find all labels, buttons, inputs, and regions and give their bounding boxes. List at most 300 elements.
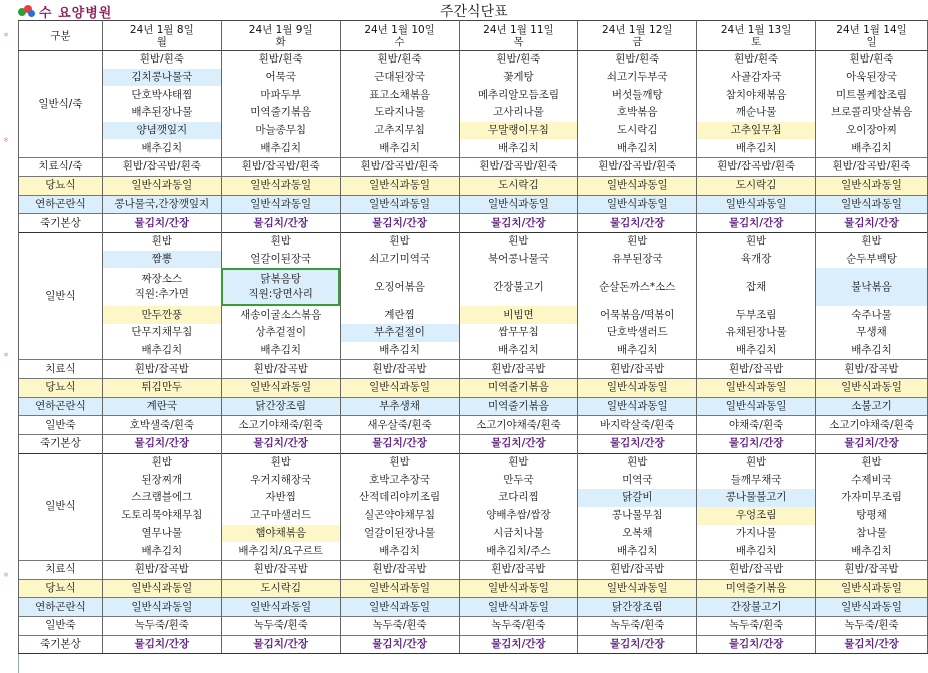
menu-cell[interactable]: 배추김치/요구르트: [221, 542, 340, 560]
breakfast-main-row: [19, 86, 928, 104]
menu-cell[interactable]: 오징어볶음: [340, 268, 459, 306]
menu-cell[interactable]: 가자미무조림: [816, 489, 928, 507]
day-header[interactable]: [221, 21, 340, 51]
day-header[interactable]: [578, 21, 697, 51]
menu-cell[interactable]: 배추김치: [221, 139, 340, 157]
menu-cell[interactable]: 두부조림: [697, 306, 816, 324]
menu-cell[interactable]: 상추겉절이: [221, 324, 340, 342]
menu-cell[interactable]: 햄야채볶음: [221, 525, 340, 543]
menu-cell[interactable]: 흰밥/흰죽: [221, 51, 340, 69]
diet-cell[interactable]: 일반식과동일: [816, 195, 928, 214]
menu-cell[interactable]: 도시락김: [578, 122, 697, 140]
diet-cell[interactable]: 호박샐죽/흰죽: [102, 416, 221, 435]
diet-cell[interactable]: 흰밥/잡곡밥: [816, 360, 928, 379]
dinner-main-row: [19, 453, 928, 471]
menu-cell[interactable]: 얼갈이된장나물: [340, 525, 459, 543]
diet-cell[interactable]: 일반식과동일: [340, 176, 459, 195]
diet-cell[interactable]: 미역줄기볶음: [459, 397, 578, 416]
menu-cell[interactable]: 계란찜: [340, 306, 459, 324]
logo-mark-icon: [18, 5, 36, 18]
diet-cell[interactable]: 일반식과동일: [459, 579, 578, 598]
diet-cell[interactable]: 흰밥/잡곡밥: [102, 360, 221, 379]
diet-label: 치료식: [19, 360, 103, 379]
diet-label: 죽기본상: [19, 435, 103, 454]
dinner-category-label: 일반식: [19, 453, 103, 560]
diet-label: 당뇨식: [19, 579, 103, 598]
diet-cell[interactable]: 일반식과동일: [221, 598, 340, 617]
menu-cell[interactable]: 배추김치: [578, 542, 697, 560]
day-weekday: 금: [632, 35, 643, 48]
menu-cell[interactable]: 콩나물불고기: [697, 489, 816, 507]
dinner-diet-row: [19, 579, 928, 598]
menu-cell[interactable]: 배추김치: [697, 139, 816, 157]
menu-cell[interactable]: 배추김치: [102, 342, 221, 360]
diet-cell[interactable]: 일반식과동일: [816, 579, 928, 598]
diet-cell[interactable]: 흰밥/잡곡밥/흰죽: [102, 158, 221, 177]
menu-cell[interactable]: 닭갈비: [578, 489, 697, 507]
diet-cell[interactable]: 흰밥/잡곡밥/흰죽: [697, 158, 816, 177]
menu-cell-line: 직원:당면사리: [248, 288, 313, 301]
diet-cell[interactable]: 흰밥/잡곡밥: [578, 560, 697, 579]
lunch-main-row: [19, 306, 928, 324]
breakfast-category-label: 일반식/죽: [19, 51, 103, 158]
diet-cell[interactable]: 일반식과동일: [340, 379, 459, 398]
menu-cell[interactable]: 깨순나물: [697, 104, 816, 122]
menu-cell[interactable]: 실곤약야채무침: [340, 507, 459, 525]
menu-cell[interactable]: 들깨무채국: [697, 471, 816, 489]
diet-cell[interactable]: 녹두죽/흰죽: [102, 616, 221, 635]
breakfast-main-row: [19, 51, 928, 69]
diet-cell[interactable]: 일반식과동일: [102, 579, 221, 598]
menu-cell[interactable]: 쌈무무침: [459, 324, 578, 342]
diet-cell[interactable]: 소고기야채죽/흰죽: [816, 416, 928, 435]
diet-label: 일반죽: [19, 416, 103, 435]
diet-cell[interactable]: 녹두죽/흰죽: [459, 616, 578, 635]
menu-cell[interactable]: 스크램블에그: [102, 489, 221, 507]
menu-cell[interactable]: 호박고추장국: [340, 471, 459, 489]
diet-cell[interactable]: 흰밥/잡곡밥: [697, 360, 816, 379]
menu-cell[interactable]: 꽃게탕: [459, 69, 578, 87]
diet-cell[interactable]: 일반식과동일: [221, 379, 340, 398]
diet-cell[interactable]: 물김치/간장: [459, 635, 578, 654]
breakfast-diet-row: [19, 158, 928, 177]
menu-cell[interactable]: 단무지채무침: [102, 324, 221, 342]
menu-cell[interactable]: 배추김치/주스: [459, 542, 578, 560]
menu-cell[interactable]: 단호박샐러드: [578, 324, 697, 342]
diet-cell[interactable]: 새우살죽/흰죽: [340, 416, 459, 435]
diet-cell[interactable]: 물김치/간장: [102, 214, 221, 233]
diet-cell[interactable]: 일반식과동일: [340, 195, 459, 214]
menu-cell[interactable]: 배추김치: [816, 139, 928, 157]
menu-cell[interactable]: 우거지해장국: [221, 471, 340, 489]
menu-cell[interactable]: 호박볶음: [578, 104, 697, 122]
menu-cell[interactable]: 근대된장국: [340, 69, 459, 87]
menu-cell[interactable]: 흰밥: [578, 453, 697, 471]
day-header[interactable]: [459, 21, 578, 51]
menu-cell[interactable]: 마늘종무침: [221, 122, 340, 140]
menu-cell[interactable]: 만두깐풍: [102, 306, 221, 324]
diet-cell[interactable]: 야채죽/흰죽: [697, 416, 816, 435]
diet-cell[interactable]: 흰밥/잡곡밥/흰죽: [459, 158, 578, 177]
diet-cell[interactable]: 일반식과동일: [578, 176, 697, 195]
diet-cell[interactable]: 튀김만두: [102, 379, 221, 398]
day-date: 24년 1월 8일: [129, 23, 194, 36]
menu-cell[interactable]: 유채된장나물: [697, 324, 816, 342]
menu-cell[interactable]: 흰밥: [102, 453, 221, 471]
hospital-name: 수 요양병원: [39, 5, 113, 21]
diet-cell[interactable]: 물김치/간장: [816, 435, 928, 454]
menu-cell[interactable]: 가지나물: [697, 525, 816, 543]
menu-cell[interactable]: 순살돈까스*소스: [578, 268, 697, 306]
diet-cell[interactable]: 흰밥/잡곡밥: [578, 360, 697, 379]
diet-cell[interactable]: 소고기야채죽/흰죽: [459, 416, 578, 435]
day-date: 24년 1월 13일: [720, 23, 792, 36]
diet-cell[interactable]: 물김치/간장: [578, 635, 697, 654]
diet-cell[interactable]: 일반식과동일: [340, 598, 459, 617]
diet-cell[interactable]: 일반식과동일: [816, 176, 928, 195]
dinner-main-row: [19, 489, 928, 507]
diet-cell[interactable]: 도시락김: [459, 176, 578, 195]
menu-cell[interactable]: 아욱된장국: [816, 69, 928, 87]
menu-cell[interactable]: 버섯들깨탕: [578, 86, 697, 104]
menu-cell[interactable]: 오복채: [578, 525, 697, 543]
day-weekday: 토: [751, 35, 762, 48]
diet-cell[interactable]: 닭간장조림: [578, 598, 697, 617]
menu-cell-line: 짜장소스: [141, 273, 183, 286]
hospital-logo: [18, 3, 112, 19]
menu-cell[interactable]: 코다리찜: [459, 489, 578, 507]
menu-cell[interactable]: 우엉조림: [697, 507, 816, 525]
menu-cell[interactable]: 배추김치: [697, 542, 816, 560]
day-weekday: 목: [513, 35, 524, 48]
diet-cell[interactable]: 간장불고기: [697, 598, 816, 617]
diet-cell[interactable]: 흰밥/잡곡밥: [459, 360, 578, 379]
menu-cell[interactable]: 오이장아찌: [816, 122, 928, 140]
diet-cell[interactable]: 흰밥/잡곡밥/흰죽: [221, 158, 340, 177]
diet-cell[interactable]: 물김치/간장: [221, 435, 340, 454]
menu-cell[interactable]: 흰밥: [340, 232, 459, 250]
menu-cell[interactable]: 흰밥/흰죽: [578, 51, 697, 69]
diet-label: 당뇨식: [19, 176, 103, 195]
diet-cell[interactable]: 물김치/간장: [816, 635, 928, 654]
menu-cell[interactable]: 흰밥/흰죽: [459, 51, 578, 69]
diet-cell[interactable]: 일반식과동일: [697, 379, 816, 398]
diet-cell[interactable]: 물김치/간장: [697, 214, 816, 233]
diet-label: 죽기본상: [19, 214, 103, 233]
diet-cell[interactable]: 일반식과동일: [102, 176, 221, 195]
menu-cell[interactable]: 배추김치: [697, 342, 816, 360]
menu-cell[interactable]: 배추김치: [459, 342, 578, 360]
diet-cell[interactable]: 녹두죽/흰죽: [578, 616, 697, 635]
lunch-main-row: [19, 251, 928, 269]
menu-cell[interactable]: 흰밥: [578, 232, 697, 250]
diet-cell[interactable]: 물김치/간장: [221, 635, 340, 654]
diet-cell[interactable]: 흰밥/잡곡밥: [102, 560, 221, 579]
diet-cell[interactable]: 닭간장조림: [221, 397, 340, 416]
diet-cell[interactable]: 일반식과동일: [102, 598, 221, 617]
day-header[interactable]: [102, 21, 221, 51]
day-header[interactable]: [816, 21, 928, 51]
diet-cell[interactable]: 물김치/간장: [697, 635, 816, 654]
menu-cell[interactable]: 흰밥: [459, 453, 578, 471]
day-header[interactable]: [697, 21, 816, 51]
menu-cell[interactable]: 배추김치: [459, 139, 578, 157]
breakfast-main-row: [19, 104, 928, 122]
day-weekday: 일: [866, 35, 877, 48]
menu-cell[interactable]: 흰밥/흰죽: [102, 51, 221, 69]
menu-cell[interactable]: [221, 268, 340, 306]
menu-cell[interactable]: 미트볼케찹조림: [816, 86, 928, 104]
breakfast-diet-row: [19, 176, 928, 195]
diet-cell[interactable]: 일반식과동일: [578, 397, 697, 416]
diet-cell[interactable]: 흰밥/잡곡밥: [340, 560, 459, 579]
diet-cell[interactable]: 물김치/간장: [578, 435, 697, 454]
menu-cell[interactable]: 흰밥: [221, 453, 340, 471]
menu-cell[interactable]: 부추겉절이: [340, 324, 459, 342]
menu-cell[interactable]: 도토리묵야채무침: [102, 507, 221, 525]
diet-cell[interactable]: 물김치/간장: [102, 635, 221, 654]
menu-cell[interactable]: 흰밥: [697, 453, 816, 471]
diet-cell[interactable]: 소불고기: [816, 397, 928, 416]
diet-label: 연하곤란식: [19, 598, 103, 617]
diet-cell[interactable]: 소고기야채죽/흰죽: [221, 416, 340, 435]
dinner-diet-row: [19, 598, 928, 617]
breakfast-main-row: [19, 139, 928, 157]
diet-cell[interactable]: 일반식과동일: [459, 598, 578, 617]
menu-cell[interactable]: 배추김치: [221, 342, 340, 360]
diet-label: 당뇨식: [19, 379, 103, 398]
menu-cell[interactable]: 배추된장나물: [102, 104, 221, 122]
menu-cell[interactable]: 흰밥/흰죽: [816, 51, 928, 69]
day-date: 24년 1월 9일: [248, 23, 313, 36]
row-header-strip: ＊ ＊ ＊ ＊: [0, 20, 19, 673]
menu-cell[interactable]: 배추김치: [102, 542, 221, 560]
menu-cell[interactable]: 배추김치: [340, 342, 459, 360]
menu-cell[interactable]: 도라지나물: [340, 104, 459, 122]
diet-cell[interactable]: 물김치/간장: [816, 214, 928, 233]
menu-cell[interactable]: 무생채: [816, 324, 928, 342]
menu-cell[interactable]: 숙주나물: [816, 306, 928, 324]
menu-cell[interactable]: 고추지무침: [340, 122, 459, 140]
menu-cell[interactable]: 사골감자국: [697, 69, 816, 87]
menu-cell[interactable]: 미역국: [578, 471, 697, 489]
dinner-main-row: [19, 507, 928, 525]
diet-cell[interactable]: 녹두죽/흰죽: [697, 616, 816, 635]
lunch-main-row: [19, 342, 928, 360]
menu-cell[interactable]: 흰밥: [816, 453, 928, 471]
diet-cell[interactable]: 물김치/간장: [221, 214, 340, 233]
menu-cell[interactable]: 양배추쌈/쌈장: [459, 507, 578, 525]
corner-cell: 구분: [19, 21, 103, 51]
menu-cell[interactable]: 흰밥: [816, 232, 928, 250]
menu-cell[interactable]: 배추김치: [816, 342, 928, 360]
menu-cell[interactable]: 짬뽕: [102, 251, 221, 269]
diet-cell[interactable]: 흰밥/잡곡밥/흰죽: [816, 158, 928, 177]
diet-cell[interactable]: 녹두죽/흰죽: [816, 616, 928, 635]
menu-cell[interactable]: 마파두부: [221, 86, 340, 104]
lunch-diet-row: [19, 397, 928, 416]
diet-cell[interactable]: 흰밥/잡곡밥: [221, 560, 340, 579]
menu-cell[interactable]: 열무나물: [102, 525, 221, 543]
menu-cell[interactable]: 무말랭이무침: [459, 122, 578, 140]
day-date: 24년 1월 10일: [364, 23, 435, 36]
lunch-main-row: [19, 232, 928, 250]
menu-cell[interactable]: 탕평채: [816, 507, 928, 525]
diet-label: 치료식: [19, 560, 103, 579]
diet-cell[interactable]: 녹두죽/흰죽: [340, 616, 459, 635]
menu-cell[interactable]: 비빔면: [459, 306, 578, 324]
diet-cell[interactable]: 물김치/간장: [578, 214, 697, 233]
menu-cell[interactable]: 유부된장국: [578, 251, 697, 269]
lunch-main-row: [19, 268, 928, 306]
menu-cell-line: 직원:추가면: [134, 288, 189, 301]
breakfast-main-row: [19, 122, 928, 140]
diet-cell[interactable]: 흰밥/잡곡밥: [459, 560, 578, 579]
dinner-diet-row: [19, 616, 928, 635]
diet-cell[interactable]: 도시락김: [697, 176, 816, 195]
diet-cell[interactable]: 흰밥/잡곡밥: [697, 560, 816, 579]
diet-cell[interactable]: 흰밥/잡곡밥/흰죽: [578, 158, 697, 177]
lunch-diet-row: [19, 435, 928, 454]
menu-cell[interactable]: 고사리나물: [459, 104, 578, 122]
menu-cell[interactable]: 흰밥: [459, 232, 578, 250]
menu-cell[interactable]: 흰밥: [102, 232, 221, 250]
menu-cell[interactable]: 흰밥: [697, 232, 816, 250]
menu-cell[interactable]: 배추김치: [578, 139, 697, 157]
menu-cell[interactable]: 고추잎무침: [697, 122, 816, 140]
diet-cell[interactable]: 물김치/간장: [697, 435, 816, 454]
day-date: 24년 1월 14일: [836, 23, 907, 36]
menu-cell[interactable]: 양념깻잎지: [102, 122, 221, 140]
diet-cell[interactable]: 도시락김: [221, 579, 340, 598]
diet-cell[interactable]: 미역줄기볶음: [459, 379, 578, 398]
menu-cell[interactable]: 참나물: [816, 525, 928, 543]
diet-cell[interactable]: 흰밥/잡곡밥: [221, 360, 340, 379]
dinner-diet-row: [19, 560, 928, 579]
menu-cell[interactable]: 흰밥: [221, 232, 340, 250]
day-date: 24년 1월 11일: [483, 23, 554, 36]
dinner-main-row: [19, 525, 928, 543]
diet-cell[interactable]: 일반식과동일: [221, 195, 340, 214]
diet-cell[interactable]: 콩나물국,간장깻잎지: [102, 195, 221, 214]
diet-cell[interactable]: 일반식과동일: [578, 579, 697, 598]
diet-label: 연하곤란식: [19, 195, 103, 214]
menu-cell[interactable]: 배추김치: [340, 139, 459, 157]
menu-cell[interactable]: 배추김치: [340, 542, 459, 560]
dinner-main-row: [19, 471, 928, 489]
menu-cell[interactable]: 배추김치: [816, 542, 928, 560]
diet-cell[interactable]: 흰밥/잡곡밥: [340, 360, 459, 379]
menu-cell[interactable]: 흰밥/흰죽: [697, 51, 816, 69]
menu-cell[interactable]: 잡채: [697, 268, 816, 306]
menu-cell[interactable]: 콩나물무침: [578, 507, 697, 525]
diet-cell[interactable]: 일반식과동일: [340, 579, 459, 598]
breakfast-diet-row: [19, 214, 928, 233]
diet-label: 죽기본상: [19, 635, 103, 654]
lunch-diet-row: [19, 379, 928, 398]
menu-cell[interactable]: 얼갈이된장국: [221, 251, 340, 269]
diet-cell[interactable]: 물김치/간장: [459, 435, 578, 454]
menu-cell[interactable]: 육개장: [697, 251, 816, 269]
menu-cell[interactable]: 불낙볶음: [816, 268, 928, 306]
menu-cell[interactable]: 메추리알모듬조림: [459, 86, 578, 104]
dinner-main-row: [19, 542, 928, 560]
menu-cell[interactable]: 북어콩나물국: [459, 251, 578, 269]
diet-cell[interactable]: 물김치/간장: [102, 435, 221, 454]
diet-cell[interactable]: 녹두죽/흰죽: [221, 616, 340, 635]
menu-cell[interactable]: 간장불고기: [459, 268, 578, 306]
day-weekday: 화: [275, 35, 286, 48]
menu-cell[interactable]: 참치야채볶음: [697, 86, 816, 104]
menu-cell[interactable]: 배추김치: [102, 139, 221, 157]
menu-cell[interactable]: 표고소채볶음: [340, 86, 459, 104]
diet-cell[interactable]: 물김치/간장: [340, 635, 459, 654]
lunch-diet-row: [19, 360, 928, 379]
menu-cell[interactable]: 배추김치: [578, 342, 697, 360]
diet-label: 치료식/죽: [19, 158, 103, 177]
menu-cell[interactable]: 단호박샤태찜: [102, 86, 221, 104]
menu-cell[interactable]: 흰밥/흰죽: [340, 51, 459, 69]
menu-cell[interactable]: 만두국: [459, 471, 578, 489]
diet-cell[interactable]: 미역줄기볶음: [697, 579, 816, 598]
menu-cell[interactable]: 쇠고기두부국: [578, 69, 697, 87]
menu-cell[interactable]: 자반찜: [221, 489, 340, 507]
diet-cell[interactable]: 일반식과동일: [221, 176, 340, 195]
diet-cell[interactable]: 일반식과동일: [816, 598, 928, 617]
menu-cell[interactable]: 김치콩나물국: [102, 69, 221, 87]
diet-cell[interactable]: 일반식과동일: [459, 195, 578, 214]
menu-cell[interactable]: 흰밥: [340, 453, 459, 471]
diet-cell[interactable]: 바지락살죽/흰죽: [578, 416, 697, 435]
diet-label: 일반죽: [19, 616, 103, 635]
menu-cell[interactable]: 수제비국: [816, 471, 928, 489]
diet-cell[interactable]: 계란국: [102, 397, 221, 416]
diet-cell[interactable]: 일반식과동일: [697, 195, 816, 214]
menu-cell[interactable]: 시금치나물: [459, 525, 578, 543]
menu-cell[interactable]: 브로콜리맛살볶음: [816, 104, 928, 122]
diet-cell[interactable]: 일반식과동일: [578, 379, 697, 398]
day-date: 24년 1월 12일: [602, 23, 673, 36]
diet-cell[interactable]: 일반식과동일: [697, 397, 816, 416]
day-weekday: 월: [156, 35, 167, 48]
menu-cell[interactable]: 어묵볶음/떡볶이: [578, 306, 697, 324]
menu-cell[interactable]: 순두부백탕: [816, 251, 928, 269]
day-header[interactable]: [340, 21, 459, 51]
menu-cell[interactable]: 새송이굴소스볶음: [221, 306, 340, 324]
diet-cell[interactable]: 일반식과동일: [578, 195, 697, 214]
menu-cell[interactable]: 고구마샐러드: [221, 507, 340, 525]
lunch-main-row: [19, 324, 928, 342]
header-row: [19, 21, 928, 51]
diet-cell[interactable]: 물김치/간장: [340, 214, 459, 233]
diet-cell[interactable]: 일반식과동일: [816, 379, 928, 398]
menu-cell[interactable]: 미역줄기볶음: [221, 104, 340, 122]
diet-cell[interactable]: 물김치/간장: [340, 435, 459, 454]
diet-cell[interactable]: 물김치/간장: [459, 214, 578, 233]
breakfast-diet-row: [19, 195, 928, 214]
diet-label: 연하곤란식: [19, 397, 103, 416]
diet-cell[interactable]: 흰밥/잡곡밥: [816, 560, 928, 579]
menu-cell-line: 닭볶음탕: [260, 273, 301, 286]
menu-cell[interactable]: 쇠고기미역국: [340, 251, 459, 269]
menu-cell[interactable]: 어묵국: [221, 69, 340, 87]
lunch-diet-row: [19, 416, 928, 435]
menu-cell[interactable]: 산적데리야끼조림: [340, 489, 459, 507]
diet-cell[interactable]: 부추생채: [340, 397, 459, 416]
menu-cell[interactable]: 된장찌개: [102, 471, 221, 489]
diet-cell[interactable]: 흰밥/잡곡밥/흰죽: [340, 158, 459, 177]
menu-cell[interactable]: [102, 268, 221, 306]
